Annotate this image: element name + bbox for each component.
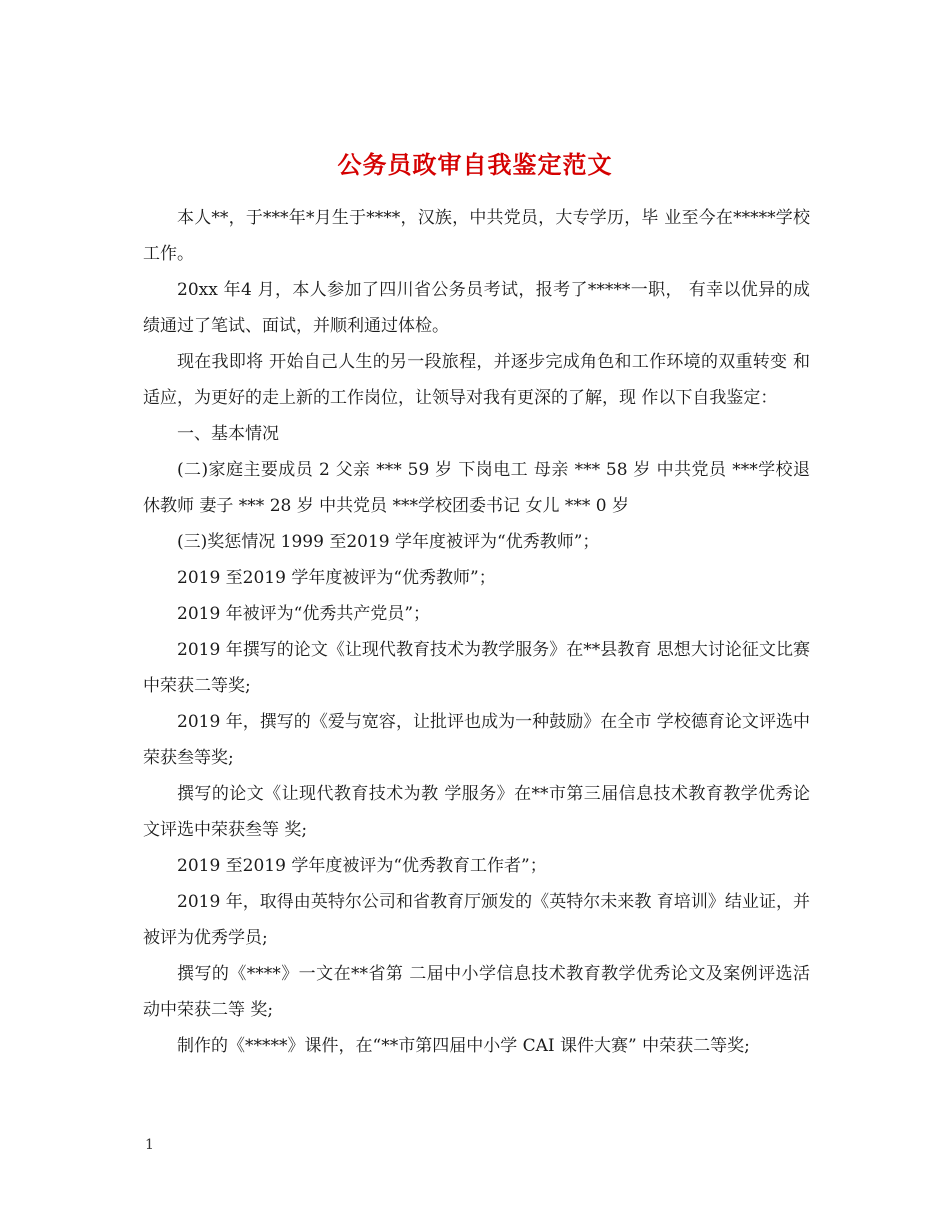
paragraph: (三)奖惩情况 1999 至2019 学年度被评为“优秀教师”； <box>177 532 600 552</box>
paragraph: 撰写的《****》一文在**省第 二届中小学信息技术教育教学优秀论文及案例评选活动中荣获二等 奖; <box>143 964 810 1020</box>
page-number: 1 <box>145 1137 154 1153</box>
document-title: 公务员政审自我鉴定范文 <box>337 150 613 180</box>
paragraph: 2019 至2019 学年度被评为“优秀教育工作者”； <box>177 856 547 876</box>
document-body <box>143 200 810 1064</box>
section-heading: 一、基本情况 <box>177 424 279 444</box>
paragraph: 2019 年，撰写的《爱与宽容，让批评也成为一种鼓励》在全市 学校德育论文评选中荣获叁等奖; <box>143 712 810 768</box>
paragraph: 制作的《*****》课件，在“**市第四届中小学 CAI 课件大赛” 中荣获二等奖; <box>177 1036 750 1056</box>
paragraph: 2019 年撰写的论文《让现代教育技术为教学服务》在**县教育 思想大讨论征文比赛中荣获二等奖; <box>143 640 810 696</box>
paragraph: (二)家庭主要成员 2 父亲 *** 59 岁 下岗电工 母亲 *** 58 岁 中共党员 ***学校退休教师 妻子 *** 28 岁 中共党员 ***学校团委书记 女儿 *** 0 岁 <box>143 460 810 516</box>
paragraph: 2019 年被评为“优秀共产党员”； <box>177 604 431 624</box>
paragraph: 本人**，于***年*月生于****，汉族，中共党员，大专学历，毕 业至今在*****学校工作。 <box>143 208 810 264</box>
paragraph: 2019 年，取得由英特尔公司和省教育厅颁发的《英特尔未来教 育培训》结业证，并被评为优秀学员; <box>143 892 810 948</box>
paragraph: 20xx 年4 月，本人参加了四川省公务员考试，报考了*****一职， 有幸以优异的成绩通过了笔试、面试，并顺利通过体检。 <box>143 280 810 336</box>
paragraph: 现在我即将 开始自己人生的另一段旅程，并逐步完成角色和工作环境的双重转变 和适应，为更好的走上新的工作岗位，让领导对我有更深的了解，现 作以下自我鉴定： <box>143 352 810 408</box>
paragraph: 撰写的论文《让现代教育技术为教 学服务》在**市第三届信息技术教育教学优秀论文评选中荣获叁等 奖; <box>143 784 810 840</box>
paragraph: 2019 至2019 学年度被评为“优秀教师”； <box>177 568 496 588</box>
